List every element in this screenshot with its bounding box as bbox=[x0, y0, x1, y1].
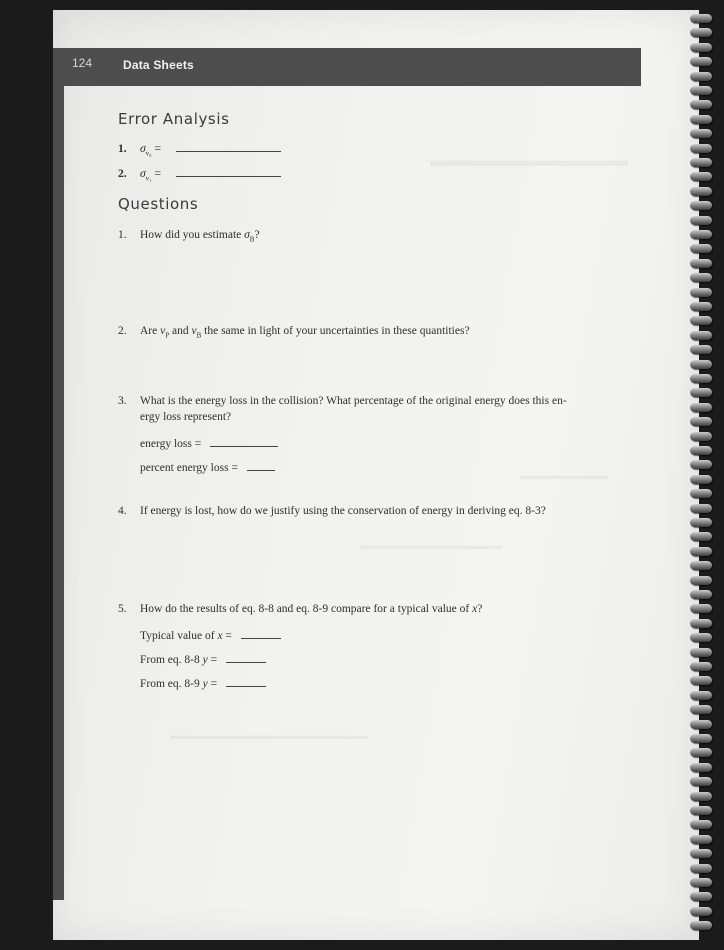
spiral-binding bbox=[690, 14, 720, 944]
spiral-ring bbox=[690, 172, 712, 181]
spiral-ring bbox=[690, 705, 712, 714]
spiral-ring bbox=[690, 374, 712, 383]
percent-energy-loss-label: percent energy loss = bbox=[140, 462, 238, 474]
spiral-ring bbox=[690, 316, 712, 325]
spiral-ring bbox=[690, 748, 712, 757]
spiral-ring bbox=[690, 547, 712, 556]
spiral-ring bbox=[690, 129, 712, 138]
question-text-end: ? bbox=[254, 229, 260, 241]
from-eq-8-8-row bbox=[140, 652, 266, 666]
equals: = bbox=[151, 143, 161, 155]
spiral-ring bbox=[690, 576, 712, 585]
sigma-symbol: σ bbox=[140, 168, 146, 180]
question-number: 4. bbox=[118, 505, 127, 517]
question-4 bbox=[118, 505, 546, 517]
spiral-ring bbox=[690, 777, 712, 786]
question-3-line-2: ergy loss represent? bbox=[140, 411, 232, 423]
page-number: 124 bbox=[72, 56, 93, 70]
from-eq-8-9-blank[interactable] bbox=[226, 676, 266, 687]
spiral-ring bbox=[690, 28, 712, 37]
spiral-ring bbox=[690, 820, 712, 829]
item-number: 1. bbox=[118, 143, 127, 155]
spiral-ring bbox=[690, 489, 712, 498]
show-through-text bbox=[430, 150, 628, 171]
spiral-ring bbox=[690, 115, 712, 124]
answer-blank[interactable] bbox=[176, 166, 281, 177]
from-eq-8-8-label: From eq. 8-8 bbox=[140, 654, 203, 666]
error-analysis-heading: Error Analysis bbox=[118, 110, 230, 128]
equals: = bbox=[151, 168, 161, 180]
question-number: 1. bbox=[118, 229, 127, 241]
spiral-ring bbox=[690, 691, 712, 700]
spiral-ring bbox=[690, 907, 712, 916]
header-title: Data Sheets bbox=[123, 58, 194, 72]
spiral-ring bbox=[690, 878, 712, 887]
question-number: 3. bbox=[118, 395, 127, 407]
from-eq-8-8-blank[interactable] bbox=[226, 652, 266, 663]
item-number: 2. bbox=[118, 168, 127, 180]
show-through-text bbox=[360, 540, 503, 552]
from-eq-8-9-row bbox=[140, 676, 266, 690]
spiral-ring bbox=[690, 345, 712, 354]
error-item-2 bbox=[118, 166, 281, 182]
from-eq-8-9-label: From eq. 8-9 bbox=[140, 678, 203, 690]
spiral-ring bbox=[690, 403, 712, 412]
spiral-ring bbox=[690, 331, 712, 340]
header-side-bar bbox=[53, 48, 64, 900]
spiral-ring bbox=[690, 57, 712, 66]
spiral-ring bbox=[690, 633, 712, 642]
spiral-ring bbox=[690, 432, 712, 441]
question-text: If energy is lost, how do we justify using the conservation of energy in deriving eq. 8-3? bbox=[140, 505, 546, 517]
spiral-ring bbox=[690, 388, 712, 397]
question-text: the same in light of your uncertainties in these quantities? bbox=[201, 325, 470, 337]
show-through-text bbox=[520, 470, 608, 482]
subscript: v₁ bbox=[145, 174, 152, 183]
questions-heading: Questions bbox=[118, 195, 199, 213]
variable-y: y bbox=[202, 678, 208, 690]
energy-loss-row bbox=[140, 436, 278, 450]
variable-y: y bbox=[202, 654, 208, 666]
spiral-ring bbox=[690, 244, 712, 253]
spiral-ring bbox=[690, 187, 712, 196]
spiral-ring bbox=[690, 864, 712, 873]
typical-value-blank[interactable] bbox=[241, 628, 281, 639]
spiral-ring bbox=[690, 158, 712, 167]
spiral-ring bbox=[690, 417, 712, 426]
spiral-ring bbox=[690, 273, 712, 282]
equals: = bbox=[222, 630, 232, 642]
spiral-ring bbox=[690, 835, 712, 844]
spiral-ring bbox=[690, 460, 712, 469]
subscript: P bbox=[165, 331, 170, 340]
question-text-end: ? bbox=[477, 603, 483, 615]
typical-value-row bbox=[140, 628, 281, 642]
spiral-ring bbox=[690, 662, 712, 671]
question-text: and bbox=[169, 325, 192, 337]
spiral-ring bbox=[690, 648, 712, 657]
typical-value-label: Typical value of bbox=[140, 630, 218, 642]
spiral-ring bbox=[690, 230, 712, 239]
question-text: How do the results of eq. 8-8 and eq. 8-9 compare for a typical value of bbox=[140, 603, 473, 615]
spiral-ring bbox=[690, 561, 712, 570]
error-item-1 bbox=[118, 141, 281, 157]
variable-x: x bbox=[217, 630, 223, 642]
question-number: 2. bbox=[118, 325, 127, 337]
spiral-ring bbox=[690, 288, 712, 297]
percent-energy-loss-row bbox=[140, 460, 275, 474]
spiral-ring bbox=[690, 14, 712, 23]
subscript: B bbox=[249, 235, 255, 244]
spiral-ring bbox=[690, 201, 712, 210]
spiral-ring bbox=[690, 504, 712, 513]
energy-loss-label: energy loss = bbox=[140, 438, 202, 450]
percent-energy-loss-blank[interactable] bbox=[247, 460, 275, 471]
spiral-ring bbox=[690, 360, 712, 369]
spiral-ring bbox=[690, 72, 712, 81]
spiral-ring bbox=[690, 676, 712, 685]
variable-x: x bbox=[472, 603, 478, 615]
spiral-ring bbox=[690, 792, 712, 801]
equals: = bbox=[207, 678, 218, 690]
spiral-ring bbox=[690, 216, 712, 225]
spiral-ring bbox=[690, 619, 712, 628]
question-number: 5. bbox=[118, 603, 127, 615]
spiral-ring bbox=[690, 144, 712, 153]
equals: = bbox=[207, 654, 218, 666]
question-5 bbox=[118, 603, 482, 615]
question-text: How did you estimate bbox=[140, 229, 245, 241]
spiral-ring bbox=[690, 446, 712, 455]
spiral-ring bbox=[690, 259, 712, 268]
spiral-ring bbox=[690, 806, 712, 815]
spiral-ring bbox=[690, 921, 712, 930]
sigma-symbol: σ bbox=[140, 143, 146, 155]
question-text: What is the energy loss in the collision? What percentage of the original energy does this en- bbox=[140, 395, 567, 407]
spiral-ring bbox=[690, 518, 712, 527]
spiral-ring bbox=[690, 475, 712, 484]
sigma-symbol: σ bbox=[244, 229, 250, 241]
spiral-ring bbox=[690, 86, 712, 95]
velocity-symbol: v bbox=[160, 325, 166, 337]
spiral-ring bbox=[690, 720, 712, 729]
energy-loss-blank[interactable] bbox=[210, 436, 278, 447]
spiral-ring bbox=[690, 532, 712, 541]
velocity-symbol: v bbox=[191, 325, 197, 337]
question-3-line-1 bbox=[118, 395, 567, 407]
spiral-ring bbox=[690, 734, 712, 743]
spiral-ring bbox=[690, 763, 712, 772]
question-text: Are bbox=[140, 325, 161, 337]
spiral-ring bbox=[690, 100, 712, 109]
question-2 bbox=[118, 325, 470, 339]
show-through-text bbox=[170, 730, 368, 742]
spiral-ring bbox=[690, 302, 712, 311]
answer-blank[interactable] bbox=[176, 141, 281, 152]
spiral-ring bbox=[690, 892, 712, 901]
subscript: v₀ bbox=[145, 149, 152, 158]
spiral-ring bbox=[690, 604, 712, 613]
subscript: B bbox=[196, 331, 202, 340]
spiral-ring bbox=[690, 43, 712, 52]
spiral-ring bbox=[690, 849, 712, 858]
spiral-ring bbox=[690, 590, 712, 599]
question-1 bbox=[118, 229, 260, 243]
